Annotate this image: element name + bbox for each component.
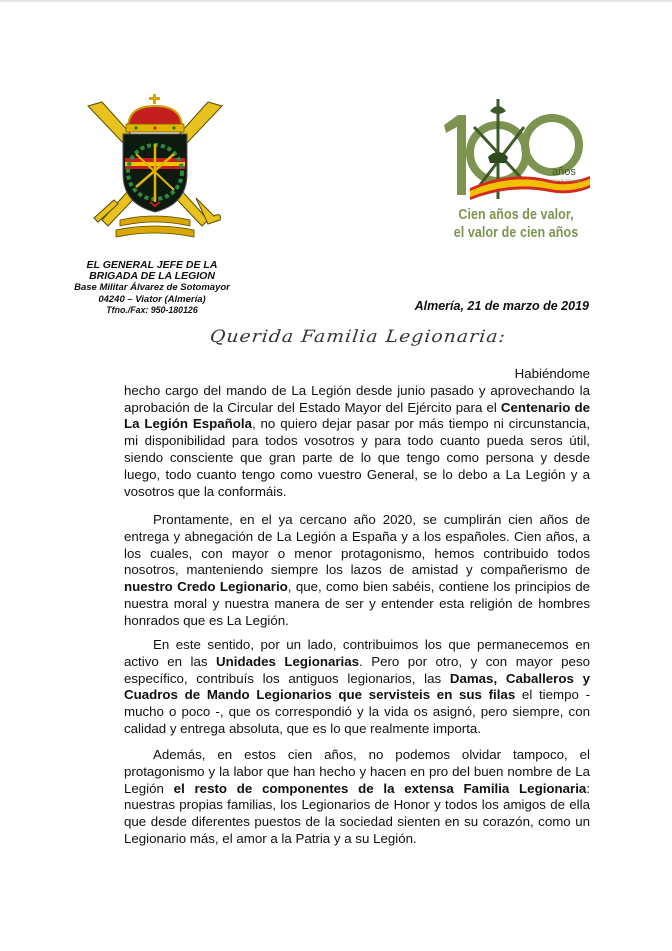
coat-of-arms-emblem <box>80 92 230 242</box>
paragraph-1: Habiéndome hecho cargo del mando de La Legión desde junio pasado y aprovechando la aprobación de la Circular del Estado Mayor del Ejército para el Centenario de La Legión Española, no quiero dejar pasar por más tiempo ni circunstancia, mi disponibilidad para todos vosotros y para todo cuanto pueda seros útil, siendo consciente que gran parte de lo que tengo como persona y desde luego, todo cuanto tengo como vuestro General, se lo debo a La Legión y a vosotros que la conformáis. <box>124 366 590 499</box>
familia-legionaria-highlight: el resto de componentes de la extensa Familia Legionaria <box>173 780 587 796</box>
paragraph-3: En este sentido, por un lado, contribuimos los que permanecemos en activo en las Unidades Legionarias. Pero por otro, y con mayor peso específico, contribuís los antiguos legionarios, las Damas, Caballeros y Cuadros de Mando Legionarios que servisteis en sus filas el tiempo - mucho o poco -, que os correspondió y la vida os asignó, pero siempre, con calidad y entrega absoluta, que es lo que realmente importa. <box>124 637 590 736</box>
sender-phone: Tfno./Fax: 950-180126 <box>106 304 198 315</box>
centenary-100-logo <box>440 95 595 200</box>
sender-base: Base Militar Álvarez de Sotomayor <box>74 282 230 294</box>
shield-icon <box>123 134 187 212</box>
sender-unit: BRIGADA DE LA LEGION <box>89 270 215 283</box>
top-edge-shadow <box>0 0 672 3</box>
unidades-highlight: Unidades Legionarias <box>216 653 360 669</box>
second-zero-icon <box>525 118 579 172</box>
anos-label: años <box>552 166 576 178</box>
centenary-motto <box>447 206 585 242</box>
sender-title: EL GENERAL JEFE DE LA <box>86 259 218 271</box>
damas-caballeros-highlight: Damas, Caballeros y Cuadros de Mando Legionarios que servisteis en sus filas <box>124 670 590 703</box>
paragraph-4: Además, en estos cien años, no podemos olvidar tampoco, el protagonismo y la labor que han hecho y hacen en pro del buen nombre de La Legión el resto de componentes de la extensa Familia Legionaria: nuestras propias familias, los Legionarios de Honor y todos los amigos de ella que desde diferentes puestos de la sociedad sienten en su corazón, como un Legionario más, el amor a la Patria y a su Legión. <box>124 747 591 846</box>
motto-ribbon-icon <box>116 216 194 237</box>
royal-crown-icon <box>126 94 184 132</box>
paragraph-1-first-word: Habiéndome <box>514 366 590 381</box>
paragraph-2: Prontamente, en el ya cercano año 2020, se cumplirán cien años de entrega y abnegación de La Legión a España y a los españoles. Cien años, a los cuales, con mayor o menor protagonismo, hemos contribuido todos nosotros, manteniendo siempre los lazos de amistad y compañerismo de nuestro Credo Legionario, que, como bien sabéis, contiene los principios de nuestra moral y nuestra manera de ser y entender esta religión de hombres honrados que es La Legión. <box>124 512 590 628</box>
digit-one-icon <box>444 115 466 195</box>
letter-date: Almería, 21 de marzo de 2019 <box>414 299 589 313</box>
sender-block <box>66 260 238 316</box>
legion-espanola-label: LEGIÓN ESPAÑOLA <box>552 179 582 183</box>
motto-line-1: Cien años de valor, <box>458 207 574 223</box>
credo-highlight: nuestro Credo Legionario <box>124 579 288 595</box>
sender-address: 04240 – Viator (Almería) <box>98 293 206 305</box>
motto-line-2: el valor de cien años <box>453 225 579 241</box>
handwritten-salutation: Querida Familia Legionaria: <box>208 327 508 347</box>
centenario-highlight: Centenario de La Legión Española <box>124 399 590 432</box>
